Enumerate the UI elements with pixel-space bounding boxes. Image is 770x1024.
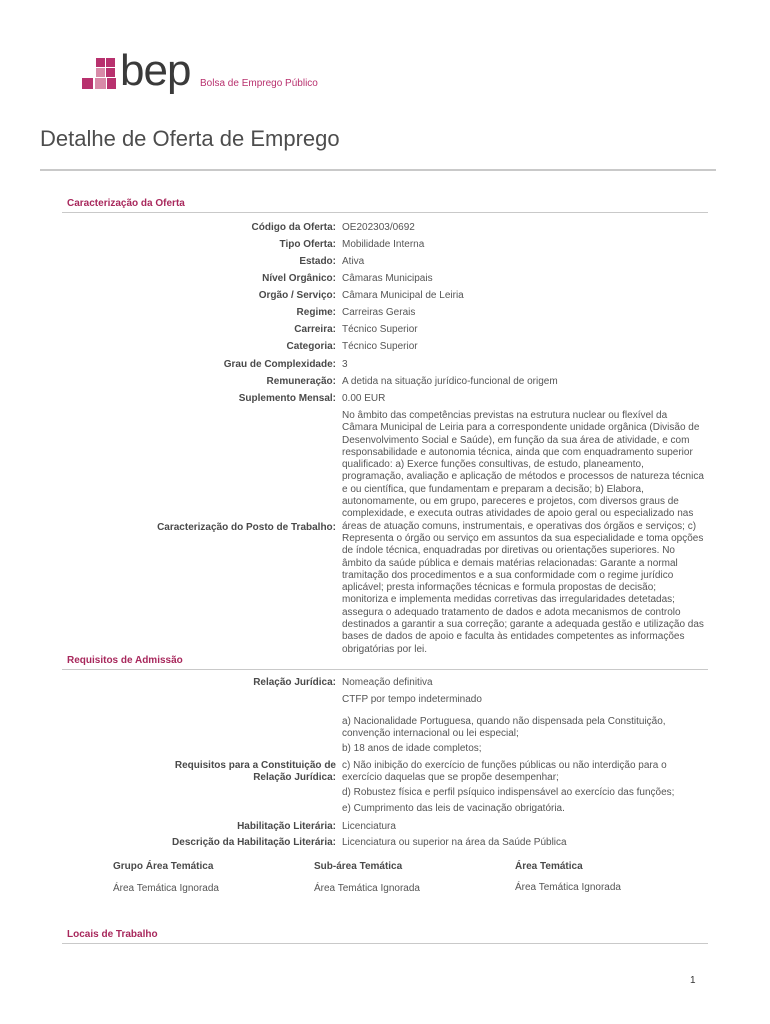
value-habilitacao: Licenciatura bbox=[342, 821, 396, 832]
label-estado: Estado: bbox=[299, 256, 336, 267]
label-relacao: Relação Jurídica: bbox=[253, 677, 336, 688]
value-categoria: Técnico Superior bbox=[342, 341, 418, 352]
label-constituicao-2: Relação Jurídica: bbox=[253, 772, 336, 783]
posto-line: autonomamente, ou em grupo, pareceres e projetos, com diversos graus de bbox=[342, 496, 679, 508]
value-orgao: Câmara Municipal de Leiria bbox=[342, 290, 464, 301]
table-header: Grupo Área Temática bbox=[113, 861, 214, 872]
posto-line: programação, avaliação e aplicação de métodos e processos de natureza técnica bbox=[342, 471, 704, 483]
logo-wordmark: bep bbox=[120, 46, 191, 95]
posto-line: No âmbito das competências previstas na estrutura nuclear ou flexível da bbox=[342, 410, 668, 421]
value-descricao-habilitacao: Licenciatura ou superior na área da Saúde Pública bbox=[342, 837, 567, 848]
logo-square bbox=[95, 78, 106, 89]
logo-square bbox=[96, 58, 105, 67]
logo-tagline: Bolsa de Emprego Público bbox=[200, 78, 318, 89]
posto-line: Representa o órgão ou serviço em assuntos da sua especialidade e toma opções bbox=[342, 532, 704, 544]
label-posto: Caracterização do Posto de Trabalho: bbox=[157, 522, 336, 533]
table-cell: Área Temática Ignorada bbox=[515, 882, 621, 893]
posto-line: e ou científica, que fundamentam e preparam a decisão; b) Elabora, bbox=[342, 483, 644, 495]
posto-line: âmbito da saúde pública e demais matérias relacionadas: Garante a normal bbox=[342, 557, 678, 569]
label-suplemento: Suplemento Mensal: bbox=[238, 393, 336, 404]
logo-square bbox=[106, 58, 115, 67]
label-grau: Grau de Complexidade: bbox=[223, 359, 336, 370]
posto-line: complexidade, e executa outras atividades de apoio geral ou especializado nas bbox=[342, 508, 694, 520]
label-categoria: Categoria: bbox=[286, 341, 336, 352]
value-grau: 3 bbox=[342, 359, 348, 370]
posto-line: tramitação dos procedimentos e a sua conformidade com o regime jurídico bbox=[342, 569, 674, 581]
section-divider bbox=[62, 212, 708, 213]
posto-line: Desenvolvimento Social e Saúde), em função da sua área de atividade, e com bbox=[342, 434, 690, 446]
posto-line: obrigatórias por lei. bbox=[342, 643, 428, 655]
posto-line: destinados a garantir a sua correção; garante a adequada gestão e utilização das bbox=[342, 619, 704, 631]
posto-line: assegura o adequado tratamento de dados e adota mecanismos de controlo bbox=[342, 606, 681, 618]
value-suplemento: 0.00 EUR bbox=[342, 393, 386, 404]
posto-line: qualificado: a) Exerce funções consultivas, de estudo, planeamento, bbox=[342, 459, 644, 471]
label-tipo: Tipo Oferta: bbox=[279, 239, 336, 250]
label-remuneracao: Remuneração: bbox=[266, 376, 336, 387]
table-cell: Área Temática Ignorada bbox=[113, 883, 219, 894]
label-nivel: Nível Orgânico: bbox=[262, 273, 336, 284]
label-descricao-habilitacao: Descrição da Habilitação Literária: bbox=[172, 837, 336, 848]
label-regime: Regime: bbox=[296, 307, 336, 318]
value-nivel: Câmaras Municipais bbox=[342, 273, 433, 284]
value-tipo: Mobilidade Interna bbox=[342, 239, 425, 250]
req-c-1: c) Não inibição do exercício de funções públicas ou não interdição para o bbox=[342, 760, 667, 771]
value-codigo: OE202303/0692 bbox=[342, 222, 415, 233]
logo-square bbox=[107, 78, 116, 89]
label-habilitacao: Habilitação Literária: bbox=[237, 821, 336, 832]
value-carreira: Técnico Superior bbox=[342, 324, 418, 335]
posto-line: Câmara Municipal de Leiria para a correspondente unidade orgânica (Divisão de bbox=[342, 422, 700, 434]
value-posto bbox=[342, 410, 714, 656]
logo-square bbox=[106, 68, 115, 77]
value-estado: Ativa bbox=[342, 256, 365, 267]
value-regime: Carreiras Gerais bbox=[342, 307, 416, 318]
value-relacao-1: Nomeação definitiva bbox=[342, 677, 433, 688]
page-title: Detalhe de Oferta de Emprego bbox=[40, 126, 340, 151]
req-d: d) Robustez física e perfil psíquico indispensável ao exercício das funções; bbox=[342, 787, 675, 798]
section-divider bbox=[62, 669, 708, 670]
page-number: 1 bbox=[690, 975, 696, 986]
table-header: Área Temática bbox=[515, 861, 583, 872]
label-constituicao-1: Requisitos para a Constituição de bbox=[174, 760, 336, 771]
value-relacao-2: CTFP por tempo indeterminado bbox=[342, 694, 482, 705]
req-e: e) Cumprimento das leis de vacinação obrigatória. bbox=[342, 803, 565, 814]
value-remuneracao: A detida na situação jurídico-funcional de origem bbox=[342, 376, 558, 387]
table-header: Sub-área Temática bbox=[314, 861, 403, 872]
req-a-2: convenção internacional ou lei especial; bbox=[342, 728, 519, 739]
req-c-2: exercício daquelas que se propõe desempenhar; bbox=[342, 772, 559, 783]
label-orgao: Orgão / Serviço: bbox=[258, 290, 336, 301]
title-divider bbox=[40, 169, 716, 171]
req-b: b) 18 anos de idade completos; bbox=[342, 743, 482, 754]
posto-line: aplicável; presta informações técnicas e formula propostas de decisão; bbox=[342, 582, 657, 594]
logo-square bbox=[82, 78, 93, 89]
label-codigo: Código da Oferta: bbox=[251, 222, 336, 233]
section-title-caracterizacao: Caracterização da Oferta bbox=[67, 198, 185, 209]
section-title-requisitos: Requisitos de Admissão bbox=[67, 655, 183, 666]
posto-line: monitoriza e implementa medidas corretivas das irregularidades detetadas; bbox=[342, 594, 675, 606]
posto-line: responsabilidade e autonomia técnica, ainda que com enquadramento superior bbox=[342, 446, 693, 458]
section-title-locais: Locais de Trabalho bbox=[67, 929, 158, 940]
req-a-1: a) Nacionalidade Portuguesa, quando não dispensada pela Constituição, bbox=[342, 716, 666, 727]
table-cell: Área Temática Ignorada bbox=[314, 883, 420, 894]
section-divider bbox=[62, 943, 708, 944]
posto-line: áreas de atuação comuns, instrumentais, e operativas dos órgãos e serviços; c) bbox=[342, 520, 697, 532]
posto-line: bases de dados de apoio e faculta às entidades competentes as informações bbox=[342, 631, 685, 643]
logo-square bbox=[96, 68, 105, 77]
label-carreira: Carreira: bbox=[294, 324, 336, 335]
posto-line: de índole técnica, enquadradas por diretivas ou orientações superiores. No bbox=[342, 545, 675, 557]
